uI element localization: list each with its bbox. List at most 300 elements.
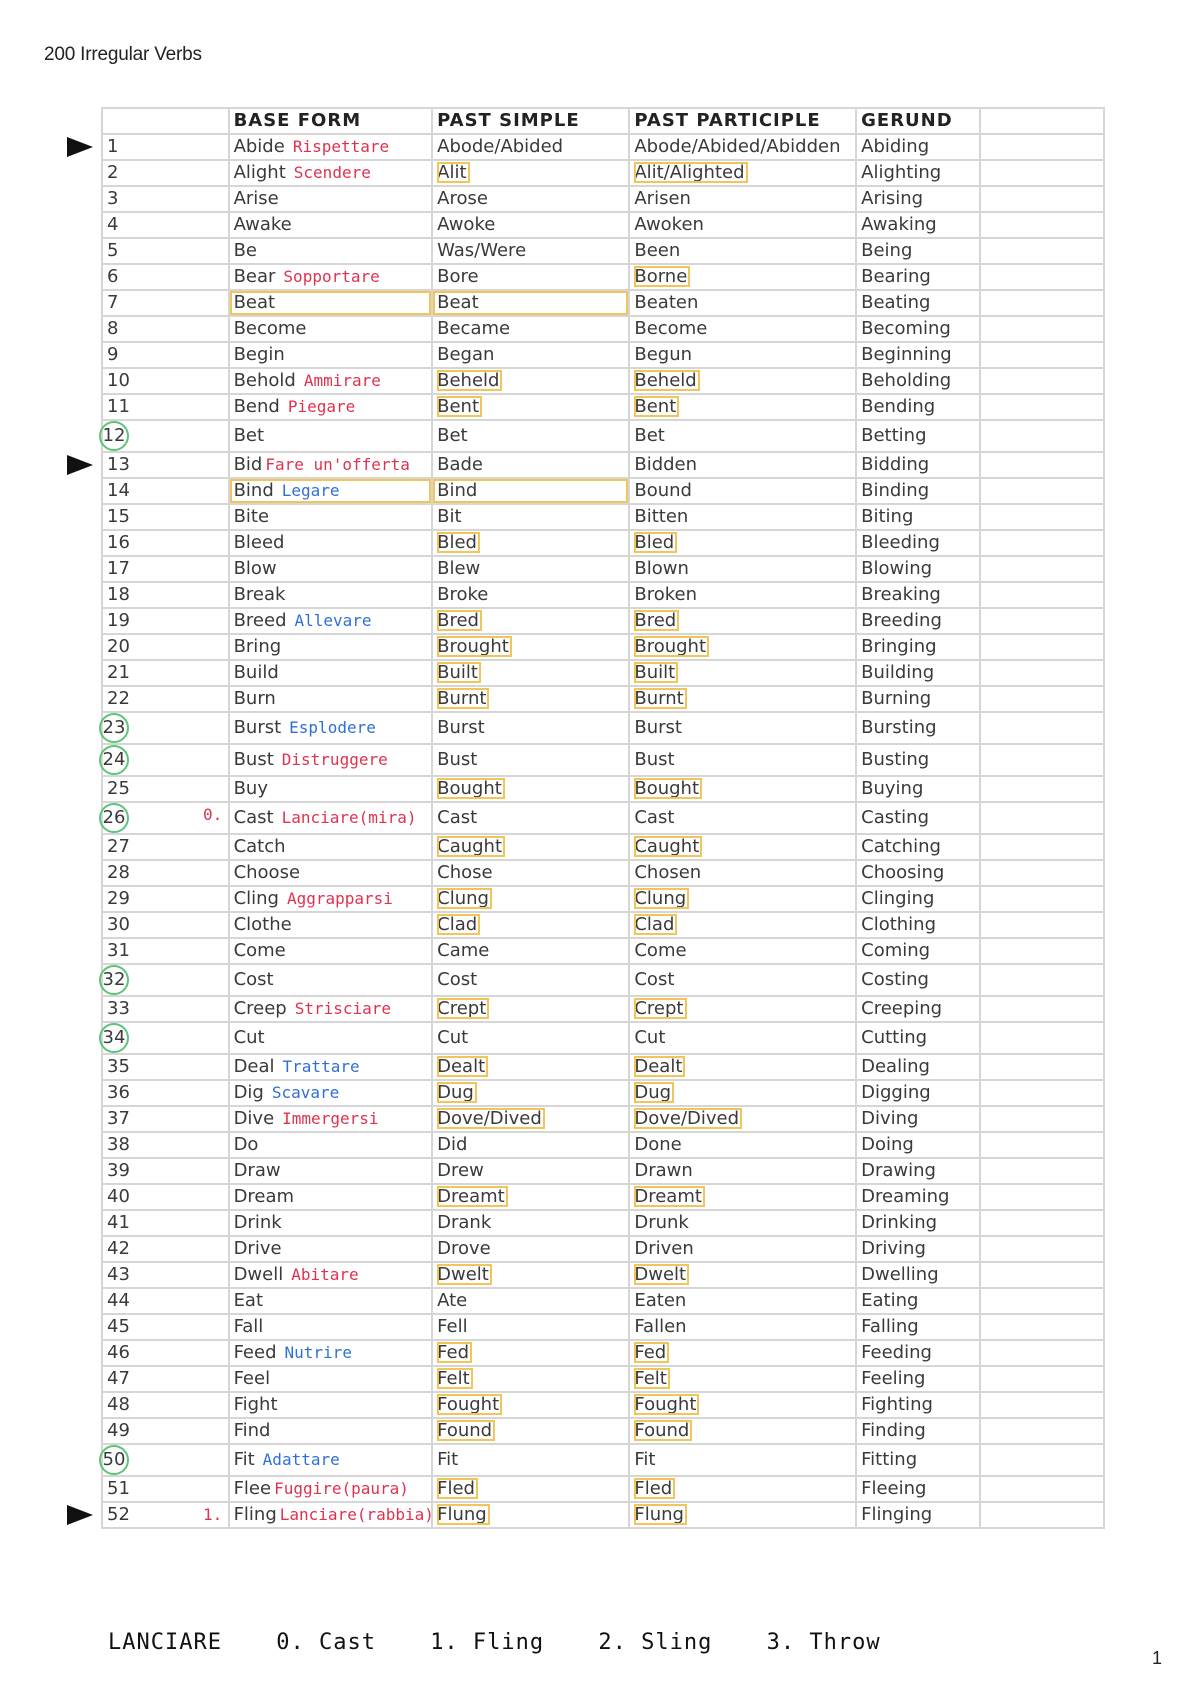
translation-note: Rispettare [292,137,390,156]
past-simple [432,1340,629,1366]
row-number [102,660,229,686]
empty-cell [980,1444,1104,1476]
base-form [229,634,433,660]
table-row [102,1080,1104,1106]
past-simple [432,776,629,802]
row-number-text: 36 [107,1082,130,1103]
row-number [102,686,229,712]
table-row [102,1184,1104,1210]
past-simple [432,1262,629,1288]
empty-cell [980,776,1104,802]
translation-note: Fare un'offerta [265,455,410,474]
gerund [856,420,979,452]
gerund-text: Dreaming [861,1186,950,1207]
gerund [856,1236,979,1262]
translation-note: Allevare [294,611,372,630]
past-participle [629,634,856,660]
past-simple [432,316,629,342]
table-row [102,1444,1104,1476]
translation-note: Lanciare(mira) [281,808,417,827]
gerund [856,452,979,478]
table-row [102,186,1104,212]
past-participle [629,1340,856,1366]
past-participle-text: Abode/Abided/Abidden [634,136,841,157]
base-form [229,686,433,712]
past-participle-text: Bet [634,425,665,446]
row-number-text: 31 [107,940,130,961]
past-participle [629,1392,856,1418]
empty-cell [980,1054,1104,1080]
past-participle [629,1288,856,1314]
arrow-marker-icon [67,455,93,475]
base-form [229,1314,433,1340]
base-form-text: Fall [233,1316,264,1337]
base-form [229,290,433,316]
base-form-text: Bring [233,636,282,657]
empty-cell [980,686,1104,712]
past-simple-text: Fit [437,1449,459,1470]
base-form [229,452,433,478]
gerund [856,478,979,504]
past-participle [629,1184,856,1210]
row-number-text: 41 [107,1212,130,1233]
past-simple [432,1022,629,1054]
row-number-text: 42 [107,1238,130,1259]
empty-cell [980,1210,1104,1236]
gerund-text: Falling [861,1316,919,1337]
table-row [102,394,1104,420]
base-form [229,420,433,452]
past-participle [629,342,856,368]
gerund-text: Clinging [861,888,935,909]
past-simple [432,368,629,394]
base-form-text: Build [233,662,279,683]
table-row [102,212,1104,238]
base-form [229,886,433,912]
base-form-text: Begin [233,344,285,365]
past-participle [629,802,856,834]
row-number [102,1158,229,1184]
empty-cell [980,134,1104,160]
past-simple-text: Built [437,662,481,683]
base-form-text: Bind [233,480,274,501]
base-form-text: Bleed [233,532,285,553]
gerund [856,938,979,964]
base-form [229,712,433,744]
base-form [229,1236,433,1262]
table-row [102,1288,1104,1314]
gerund [856,264,979,290]
empty-cell [980,1106,1104,1132]
past-participle-text: Clad [634,914,677,935]
base-form [229,996,433,1022]
base-form [229,1054,433,1080]
row-number [102,212,229,238]
gerund-text: Driving [861,1238,926,1259]
base-form-text: Fit [233,1449,255,1470]
past-simple [432,1184,629,1210]
row-number [102,264,229,290]
row-number-text: 13 [107,454,130,475]
past-simple [432,1444,629,1476]
base-form-text: Dream [233,1186,295,1207]
row-number-text: 48 [107,1394,130,1415]
past-simple [432,420,629,452]
row-number-text: 6 [107,266,119,287]
past-simple-text: Became [437,318,511,339]
empty-cell [980,1502,1104,1528]
gerund [856,686,979,712]
past-simple-text: Awoke [437,214,496,235]
past-simple-text: Came [437,940,490,961]
past-participle [629,1418,856,1444]
empty-cell [980,938,1104,964]
past-simple-text: Bent [437,396,482,417]
table-row [102,1314,1104,1340]
base-form [229,964,433,996]
translation-note: Fuggire(paura) [274,1479,409,1498]
base-form [229,264,433,290]
table-row [102,776,1104,802]
past-participle-text: Brought [634,636,709,657]
base-form-text: Dig [233,1082,264,1103]
past-participle [629,212,856,238]
empty-cell [980,186,1104,212]
past-simple-text: Fled [437,1478,478,1499]
past-simple [432,1054,629,1080]
gerund-text: Beginning [861,344,952,365]
row-number [102,912,229,938]
past-participle [629,368,856,394]
past-participle [629,964,856,996]
base-form-text: Bid [233,454,263,475]
empty-cell [980,660,1104,686]
base-form-text: Beat [233,292,276,313]
table-row [102,712,1104,744]
gerund [856,996,979,1022]
row-number [102,1236,229,1262]
past-participle-text: Become [634,318,708,339]
gerund [856,1106,979,1132]
row-number [102,556,229,582]
base-form [229,776,433,802]
table-row [102,160,1104,186]
header-gerund: GERUND [856,108,979,134]
past-participle [629,744,856,776]
gerund [856,1158,979,1184]
base-form-text: Abide [233,136,285,157]
past-simple [432,238,629,264]
past-simple-text: Bled [437,532,480,553]
past-participle [629,860,856,886]
row-number-text: 22 [107,688,130,709]
past-participle [629,452,856,478]
empty-cell [980,712,1104,744]
gerund [856,530,979,556]
empty-cell [980,1418,1104,1444]
table-row [102,264,1104,290]
row-number [102,1022,229,1054]
past-simple-text: Beat [437,292,479,313]
base-form-text: Clothe [233,914,292,935]
empty-cell [980,1080,1104,1106]
past-participle-text: Bound [634,480,692,501]
past-participle [629,290,856,316]
past-participle-text: Bought [634,778,702,799]
gerund-text: Bleeding [861,532,940,553]
base-form-text: Dive [233,1108,275,1129]
gerund [856,556,979,582]
gerund [856,634,979,660]
gerund-text: Bidding [861,454,930,475]
past-simple-text: Flung [437,1504,490,1525]
base-form [229,582,433,608]
past-simple [432,802,629,834]
gerund [856,1210,979,1236]
past-participle-text: Dwelt [634,1264,689,1285]
past-participle-text: Broken [634,584,697,605]
past-simple-text: Dove/Dived [437,1108,545,1129]
gerund [856,886,979,912]
row-number [102,886,229,912]
past-simple-text: Bit [437,506,462,527]
empty-cell [980,394,1104,420]
past-participle-text: Felt [634,1368,670,1389]
translation-note: Distruggere [281,750,388,769]
table-row [102,452,1104,478]
gerund-text: Clothing [861,914,937,935]
past-participle [629,420,856,452]
gerund [856,1132,979,1158]
past-simple-text: Clad [437,914,480,935]
past-simple [432,912,629,938]
gerund [856,212,979,238]
row-number [102,1392,229,1418]
gerund [856,1444,979,1476]
base-form-text: Blow [233,558,277,579]
past-simple [432,394,629,420]
table-row [102,342,1104,368]
empty-cell [980,530,1104,556]
gerund-text: Finding [861,1420,926,1441]
row-number-text: 33 [107,998,130,1019]
past-simple [432,712,629,744]
past-participle-text: Crept [634,998,686,1019]
base-form-text: Buy [233,778,268,799]
past-participle [629,996,856,1022]
gerund [856,1502,979,1528]
gerund-text: Creeping [861,998,943,1019]
row-number [102,478,229,504]
gerund [856,134,979,160]
empty-cell [980,1262,1104,1288]
gerund-text: Being [861,240,913,261]
header-extra [980,108,1104,134]
row-number [102,582,229,608]
base-form [229,134,433,160]
past-participle-text: Drunk [634,1212,689,1233]
past-simple [432,1392,629,1418]
past-simple [432,1210,629,1236]
table-row [102,1022,1104,1054]
past-simple [432,160,629,186]
past-participle-text: Cost [634,969,675,990]
base-form-text: Drink [233,1212,282,1233]
row-number [102,316,229,342]
past-simple-text: Chose [437,862,493,883]
translation-note: Sopportare [283,267,380,286]
past-simple [432,186,629,212]
past-participle [629,1054,856,1080]
past-simple-text: Bade [437,454,484,475]
past-participle [629,530,856,556]
past-simple-text: Bind [437,480,478,501]
past-simple-text: Alit [437,162,469,183]
past-simple-text: Cast [437,807,478,828]
row-number [102,1132,229,1158]
empty-cell [980,316,1104,342]
past-simple [432,1314,629,1340]
past-simple-text: Dealt [437,1056,488,1077]
past-simple [432,834,629,860]
gerund [856,660,979,686]
row-number [102,1080,229,1106]
past-participle [629,1080,856,1106]
past-participle-text: Burnt [634,688,686,709]
row-number [102,1288,229,1314]
row-number-text: 52 [107,1504,130,1525]
table-row [102,1158,1104,1184]
page-number: 1 [1152,1648,1163,1668]
table-row [102,634,1104,660]
base-form-text: Draw [233,1160,281,1181]
base-form [229,912,433,938]
base-form-text: Feel [233,1368,271,1389]
row-number [102,964,229,996]
base-form [229,478,433,504]
translation-note: Piegare [287,397,356,416]
base-form-text: Arise [233,188,279,209]
table-row [102,1392,1104,1418]
base-form [229,1444,433,1476]
past-simple-text: Burst [437,717,485,738]
row-number [102,802,229,834]
past-participle-text: Dreamt [634,1186,705,1207]
empty-cell [980,964,1104,996]
base-form [229,1210,433,1236]
empty-cell [980,342,1104,368]
past-participle-text: Alit/Alighted [634,162,747,183]
empty-cell [980,420,1104,452]
past-participle-text: Come [634,940,687,961]
row-number [102,1262,229,1288]
row-number [102,1476,229,1502]
gerund [856,394,979,420]
base-form-text: Breed [233,610,287,631]
row-number [102,860,229,886]
row-number-text: 11 [107,396,130,417]
row-number-text: 40 [107,1186,130,1207]
row-number-text: 14 [107,480,130,501]
base-form [229,860,433,886]
past-simple [432,686,629,712]
past-participle [629,582,856,608]
gerund [856,368,979,394]
past-simple [432,582,629,608]
base-form [229,1022,433,1054]
past-participle [629,556,856,582]
translation-note: Immergersi [282,1109,379,1128]
base-form-text: Feed [233,1342,277,1363]
gerund [856,1022,979,1054]
gerund [856,238,979,264]
base-form-text: Do [233,1134,259,1155]
past-simple-text: Brought [437,636,512,657]
row-marker: 0. [203,805,223,824]
gerund [856,186,979,212]
empty-cell [980,1132,1104,1158]
gerund [856,912,979,938]
base-form-text: Burst [233,717,282,738]
gerund-text: Casting [861,807,929,828]
gerund-text: Dealing [861,1056,930,1077]
past-participle-text: Beaten [634,292,699,313]
base-form [229,608,433,634]
table-row [102,1106,1104,1132]
row-number [102,608,229,634]
table-row [102,1502,1104,1528]
footer-note-title: LANCIARE [108,1630,222,1655]
past-participle [629,912,856,938]
empty-cell [980,264,1104,290]
gerund-text: Blowing [861,558,933,579]
gerund-text: Diving [861,1108,919,1129]
empty-cell [980,1236,1104,1262]
translation-note: Nutrire [284,1343,352,1362]
base-form [229,1080,433,1106]
gerund-text: Building [861,662,935,683]
row-number-text: 29 [107,888,130,909]
row-number [102,1210,229,1236]
table-row [102,1262,1104,1288]
table-row [102,530,1104,556]
base-form [229,1392,433,1418]
empty-cell [980,860,1104,886]
table-row [102,478,1104,504]
empty-cell [980,1392,1104,1418]
row-number-text: 28 [107,862,130,883]
empty-cell [980,368,1104,394]
past-participle [629,1314,856,1340]
past-simple [432,964,629,996]
past-participle [629,1502,856,1528]
table-row [102,1132,1104,1158]
gerund-text: Costing [861,969,929,990]
past-simple-text: Clung [437,888,492,909]
base-form-text: Cut [233,1027,265,1048]
table-row [102,912,1104,938]
gerund [856,582,979,608]
base-form-text: Come [233,940,286,961]
past-participle [629,1106,856,1132]
past-participle [629,712,856,744]
past-simple-text: Fell [437,1316,468,1337]
row-number-text: 4 [107,214,119,235]
base-form [229,1340,433,1366]
past-simple [432,1288,629,1314]
past-simple-text: Arose [437,188,488,209]
gerund-text: Drinking [861,1212,938,1233]
